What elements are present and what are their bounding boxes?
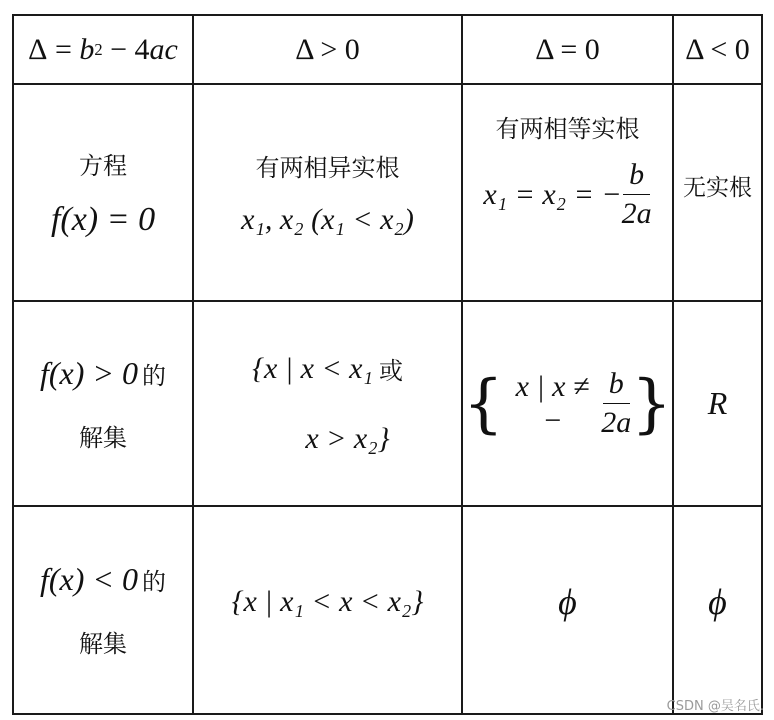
row2-delta-negative [674,302,761,505]
row3-delta-negative [674,507,761,697]
watermark: CSDN @吴名氏. [666,699,764,714]
row3-label-line2: 解集 [79,630,127,658]
header-delta-zero-text: Δ = 0 [535,32,600,66]
row2-label [14,302,192,505]
table-border-right [761,14,763,715]
row3-label [14,507,192,713]
header-delta-zero [463,16,672,83]
row1-c2-math [483,158,651,231]
row2-c2-left: x | x ≠ − [515,369,590,437]
row2-delta-zero [463,302,672,505]
row3-label-line1 [40,561,166,598]
row1-label [14,85,192,300]
row1-c1-cn: 有两相异实根 [255,154,400,182]
row1-c2-frac-num: b [623,158,650,195]
row3-label-suffix: 的 [142,568,166,596]
row2-c1-line1-math: {x | x < x₁ [252,351,373,385]
row1-c2-cn: 有两相等实根 [495,115,640,143]
table-border-bottom [12,713,763,715]
row2-label-suffix: 的 [142,361,166,390]
row2-c1-line1 [252,351,403,386]
row2-c2-set [463,367,672,441]
row1-c2-math-left: x₁ = x₂ = − [483,177,622,211]
row1-delta-positive [194,85,461,300]
row1-label-math: f(x) = 0 [50,201,156,238]
row2-c1-line2: x > x₂} [305,422,390,455]
row3-c1-text: {x | x₁ < x < x₂} [231,585,424,618]
row2-label-math: f(x) > 0 [40,354,138,391]
row1-c2-frac-den: 2a [621,197,652,230]
header-delta-negative [674,16,761,83]
header-delta-negative-text: Δ < 0 [685,32,750,66]
row2-c2-frac-den: 2a [601,406,632,439]
row2-c2-fraction [601,367,631,440]
row1-label-cn: 方程 [79,152,127,180]
row2-label-line1 [40,355,166,392]
row1-delta-negative [674,85,761,285]
header-discriminant: Δ = b 2 − 4 ac [28,32,178,66]
row3-label-math: f(x) < 0 [40,561,138,597]
header-delta-positive-text: Δ > 0 [295,32,360,66]
row1-c3-cn: 无实根 [683,174,752,201]
row3-c3-text: ϕ [708,582,727,622]
row3-delta-zero [463,507,672,697]
row3-c2-text: ϕ [558,582,577,622]
header-delta-positive [194,16,461,83]
row2-label-line2: 解集 [79,423,127,452]
row2-c1-line1-cn: 或 [378,357,403,385]
row2-c3-text: R [707,385,728,421]
row1-c2-fraction [622,158,652,231]
row1-c1-math: x₁, x₂ (x₁ < x₂) [241,203,414,236]
row2-c2-frac-num: b [603,367,630,404]
row2-delta-positive [194,302,461,505]
row3-delta-positive [194,507,461,697]
row2-c2-close-brace: } [631,366,672,441]
row1-delta-zero [463,85,672,300]
row2-c2-open-brace: { [463,366,504,441]
